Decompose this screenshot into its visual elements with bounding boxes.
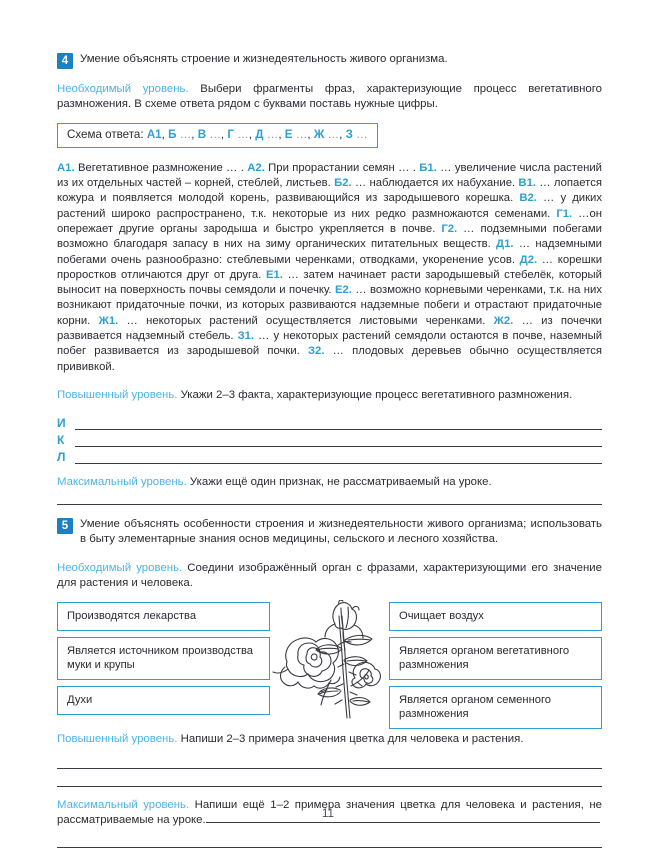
fragment-tag: А2. bbox=[247, 161, 265, 174]
scheme-blank[interactable]: … bbox=[233, 127, 249, 141]
scheme-separator: , bbox=[220, 127, 225, 141]
task-5-number-badge: 5 bbox=[57, 518, 73, 534]
maximum-level-text: Укажи ещё один признак, не рассматриваемый на уроке. bbox=[186, 476, 492, 489]
match-box-left[interactable]: Является источником производства муки и крупы bbox=[57, 637, 270, 680]
scheme-code: А1 bbox=[146, 127, 162, 141]
maximum-level-label: Максимальный уровень. bbox=[57, 476, 187, 489]
advanced-level-label: Повышенный уровень. bbox=[57, 388, 178, 401]
fragment-text: … подземными побегами возможно благодаря запасу в них на зиму органических питательных веществ. bbox=[57, 223, 602, 251]
task-5-heading bbox=[57, 517, 602, 548]
fragment-text: … у диких растений широко распространено, т.к. некоторые из них редко размножаются семенами. bbox=[57, 192, 603, 220]
task-4-fragment-list bbox=[57, 161, 602, 375]
page-number: 11 bbox=[322, 808, 334, 820]
task-4-title: Умение объяснять строение и жизнедеятельность живого организма. bbox=[80, 53, 448, 65]
fragment-text: … увеличение числа растений из их отдельных частей – корней, стеблей, листьев. bbox=[57, 161, 602, 190]
task-4-answer-rows bbox=[57, 413, 602, 464]
scheme-code: З bbox=[342, 127, 353, 141]
fragment-text: … наблюдается их набухание. bbox=[351, 177, 519, 190]
fragment-text: … из почечки развивается надземный стебель. bbox=[57, 314, 602, 343]
fragment-tag: Б1. bbox=[419, 161, 437, 174]
required-level-text: Выбери фрагменты фраз, характеризующие процесс вегетативного размножения. В схеме ответа рядом с буквами поставь нужные цифры. bbox=[57, 83, 603, 111]
fragment-text: … корешки проростков отличаются друг от друга. bbox=[57, 253, 602, 281]
task-5-title: Умение объяснять особенности строения и жизнедеятельности живого организма; использовать в быту элементарные знания основ медицины, сельского и лесного хозяйства. bbox=[80, 517, 602, 546]
fragment-tag: Е1. bbox=[265, 268, 283, 281]
match-box-right[interactable]: Очищает воздух bbox=[389, 602, 602, 631]
scheme-code: Ж bbox=[310, 127, 325, 141]
task-5-advanced-level bbox=[57, 732, 602, 747]
blank-answer-line[interactable] bbox=[57, 769, 602, 787]
fragment-text: …он опережает другие органы зародыша и быстро укрепляется в почве. bbox=[57, 207, 602, 235]
required-level-text-5: Соедини изображённый орган с фразами, характеризующими его значение для растения и человека. bbox=[57, 561, 603, 590]
fragment-text: … лопается кожура и появляется молодой корень, развивающийся из зародышевого корешка. bbox=[57, 177, 602, 205]
scheme-separator: , bbox=[248, 127, 253, 141]
fragment-tag: З1. bbox=[237, 330, 255, 343]
answer-scheme-box bbox=[57, 123, 378, 148]
blank-answer-line[interactable] bbox=[57, 751, 602, 769]
scheme-blank[interactable]: … bbox=[263, 127, 279, 141]
match-box-right[interactable]: Является органом вегетативного размножения bbox=[389, 637, 602, 680]
answer-row bbox=[57, 430, 602, 447]
scheme-blank[interactable]: … bbox=[352, 127, 368, 141]
answer-scheme-items bbox=[147, 128, 368, 141]
scheme-code: Г bbox=[224, 127, 234, 141]
scheme-code: Б bbox=[164, 127, 177, 141]
advanced-level-text: Укажи 2–3 факта, характеризующие процесс вегетативного размножения. bbox=[177, 388, 573, 401]
answer-row-letter: И bbox=[57, 416, 66, 431]
maximum-level-text-5: Напиши ещё 1–2 примера значения цветка для человека и растения, не рассматриваемые на уроке. bbox=[57, 799, 602, 827]
fragment-text: … возможно корневыми черенками, т.к. на них возникают придаточные почки, из которых развиваются надземные побеги и отрастают придаточные корни. bbox=[57, 284, 602, 327]
fragment-tag: В2. bbox=[519, 192, 537, 205]
page-content bbox=[57, 52, 602, 848]
advanced-level-text-5: Напиши 2–3 примера значения цветка для человека и растения. bbox=[177, 732, 524, 745]
rose-illustration bbox=[271, 600, 389, 720]
scheme-blank[interactable]: … bbox=[206, 127, 221, 141]
task-4-maximum-level bbox=[57, 475, 602, 490]
task-4-advanced-level bbox=[57, 388, 602, 403]
required-level-label-5: Необходимый уровень. bbox=[57, 561, 183, 574]
task-4-number-badge: 4 bbox=[57, 53, 73, 69]
answer-scheme-prefix: Схема ответа: bbox=[67, 127, 144, 141]
matching-right-column bbox=[389, 602, 602, 729]
answer-row-input-line[interactable] bbox=[75, 433, 602, 447]
fragment-tag: Ж1. bbox=[98, 314, 119, 327]
fragment-tag: Ж2. bbox=[493, 314, 514, 327]
answer-row-letter: К bbox=[57, 433, 65, 448]
required-level-label: Необходимый уровень. bbox=[57, 83, 189, 95]
fragment-tag: З2. bbox=[307, 345, 325, 358]
fragment-tag: Г1. bbox=[556, 207, 573, 220]
answer-row bbox=[57, 447, 602, 464]
matching-left-column bbox=[57, 602, 270, 715]
scheme-separator: , bbox=[191, 127, 195, 141]
fragment-text: Вегетативное размножение … . bbox=[74, 161, 248, 174]
fragment-tag: Д1. bbox=[496, 238, 514, 251]
answer-row-letter: Л bbox=[57, 450, 66, 465]
scheme-separator: , bbox=[161, 127, 165, 141]
fragment-text: … надземными побегами очень разнообразно: стеблевыми черенками, отводками, укоренение усов. bbox=[57, 238, 602, 266]
scheme-separator: , bbox=[278, 127, 282, 141]
fragment-tag: Г2. bbox=[441, 223, 458, 235]
fragment-text: … у некоторых растений семядоли остаются в почве, наземный побег развивается из зародышевой почки. bbox=[57, 330, 602, 358]
blank-answer-line[interactable] bbox=[57, 831, 602, 848]
advanced-level-label-5: Повышенный уровень. bbox=[57, 732, 178, 745]
scheme-blank[interactable]: … bbox=[292, 127, 308, 141]
task-5-required-level bbox=[57, 561, 602, 592]
fragment-tag: Е2. bbox=[334, 284, 352, 297]
matching-exercise bbox=[57, 602, 602, 721]
fragment-text: При прорастании семян … . bbox=[264, 161, 420, 174]
answer-row bbox=[57, 413, 602, 430]
scheme-separator: , bbox=[307, 127, 311, 141]
scheme-blank[interactable]: … bbox=[176, 127, 192, 141]
task-4-required-level bbox=[57, 82, 602, 113]
match-box-right[interactable]: Является органом семенного размножения bbox=[389, 686, 602, 729]
answer-row-input-line[interactable] bbox=[75, 416, 602, 430]
fragment-text: … плодовых деревьев обычно осуществляется прививкой. bbox=[57, 345, 603, 373]
maximum-level-label-5: Максимальный уровень. bbox=[57, 799, 190, 811]
scheme-code: Е bbox=[281, 127, 293, 141]
scheme-separator: , bbox=[339, 127, 343, 141]
fragment-tag: В1. bbox=[518, 177, 536, 190]
fragment-tag: А1. bbox=[57, 161, 75, 174]
fragment-text: … затем начинает расти зародышевый стебелёк, который выносит на поверхность почвы семядоли и почечку. bbox=[57, 268, 602, 297]
match-box-left[interactable]: Духи bbox=[57, 686, 270, 715]
section-divider bbox=[57, 504, 602, 505]
match-box-left[interactable]: Производятся лекарства bbox=[57, 602, 270, 631]
fragment-tag: Д2. bbox=[519, 253, 538, 266]
scheme-blank[interactable]: … bbox=[324, 127, 340, 141]
answer-row-input-line[interactable] bbox=[75, 450, 602, 464]
task-4-heading bbox=[57, 52, 602, 69]
scheme-code: В bbox=[194, 127, 207, 141]
fragment-tag: Б2. bbox=[334, 177, 352, 190]
scheme-code: Д bbox=[252, 127, 264, 141]
fragment-text: … некоторых растений осуществляется листовыми черенками. bbox=[118, 314, 494, 327]
